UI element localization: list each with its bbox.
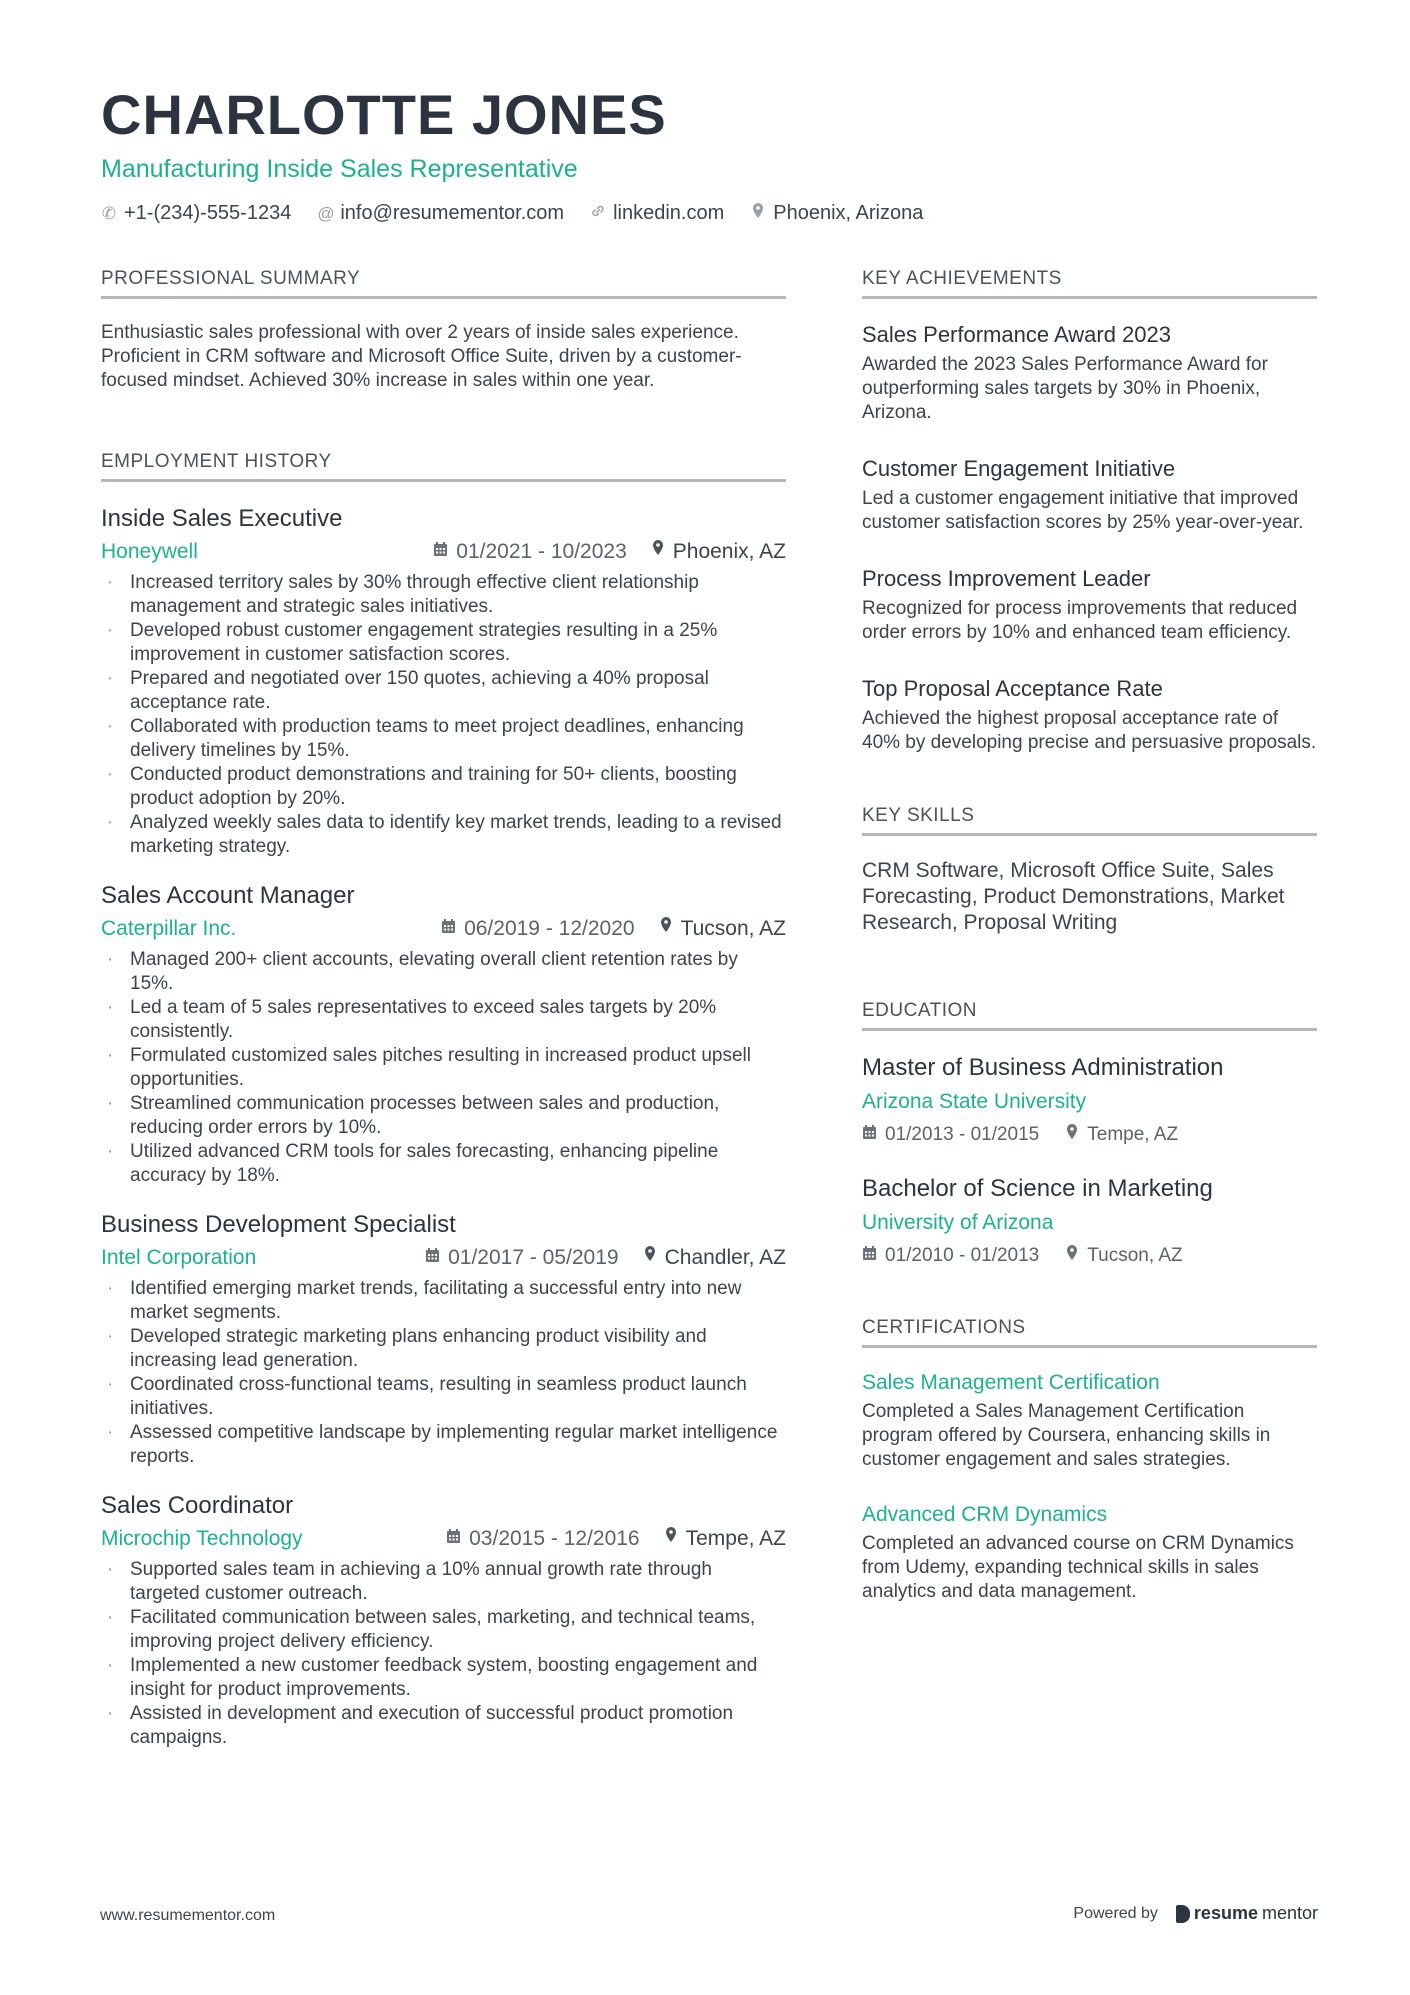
achievement-item (862, 565, 1317, 645)
achievement-item (862, 455, 1317, 535)
calendar-icon (433, 539, 448, 565)
calendar-icon (425, 1245, 440, 1271)
email-text[interactable]: info@resumementor.com (340, 202, 565, 224)
job-bullets (101, 571, 786, 859)
certification-desc: Completed an advanced course on CRM Dynamics from Udemy, expanding technical skills in sales analytics and data management. (862, 1533, 1294, 1602)
achievement-title: Process Improvement Leader (862, 566, 1151, 591)
job-title: Business Development Specialist (101, 1211, 456, 1238)
job-entry (101, 1210, 786, 1469)
candidate-title: Manufacturing Inside Sales Representative (101, 155, 578, 183)
job-location-text: Tempe, AZ (685, 1527, 786, 1550)
achievement-desc: Recognized for process improvements that reduced order errors by 10% and enhanced team efficiency. (862, 598, 1298, 643)
calendar-icon (446, 1526, 461, 1552)
map-pin-icon (750, 202, 766, 225)
achievement-desc: Led a customer engagement initiative that improved customer satisfaction scores by 25% year-over-year. (862, 488, 1304, 533)
list-item: · Led a team of 5 sales representatives to exceed sales targets by 20% consistently. (107, 997, 717, 1042)
job-entry (101, 1491, 786, 1750)
job-title: Inside Sales Executive (101, 505, 343, 532)
education-school: Arizona State University (862, 1090, 1087, 1113)
job-company: Intel Corporation (101, 1246, 257, 1269)
job-location-text: Tucson, AZ (680, 917, 786, 940)
education-item (862, 1174, 1317, 1267)
job-location (643, 1245, 786, 1271)
summary-text: Enthusiastic sales professional with over 2 years of inside sales experience. Proficient in CRM software and Microsoft Office Suite, driven by a customer-focused mindset. Achieved 30% increase in sales within one year. (101, 322, 742, 391)
map-pin-icon (659, 916, 673, 942)
map-pin-icon (664, 1526, 678, 1552)
education-dates-text: 01/2013 - 01/2015 (885, 1123, 1040, 1145)
list-item: · Developed robust customer engagement strategies resulting in a 25% improvement in customer satisfaction scores. (107, 620, 718, 665)
job-location (664, 1526, 786, 1552)
job-location-text: Phoenix, AZ (672, 540, 786, 563)
achievement-item (862, 675, 1317, 755)
right-column (862, 268, 1317, 1634)
calendar-icon (862, 1245, 877, 1266)
contact-email[interactable] (317, 202, 564, 225)
job-company: Honeywell (101, 540, 198, 563)
education-heading: EDUCATION (862, 1000, 1317, 1031)
skills-text: CRM Software, Microsoft Office Suite, Sales Forecasting, Product Demonstrations, Market Research, Proposal Writing (862, 859, 1285, 934)
achievement-desc: Awarded the 2023 Sales Performance Award for outperforming sales targets by 30% in Phoenix, Arizona. (862, 354, 1268, 423)
list-item: · Assisted in development and execution of successful product promotion campaigns. (107, 1703, 734, 1748)
achievements-heading: KEY ACHIEVEMENTS (862, 268, 1317, 299)
job-dates-text: 01/2017 - 05/2019 (448, 1246, 619, 1269)
contact-location (750, 202, 923, 225)
brand-light: mentor (1261, 1903, 1318, 1923)
education-dates (862, 1245, 1039, 1267)
job-dates (425, 1245, 618, 1271)
job-dates-text: 03/2015 - 12/2016 (469, 1527, 640, 1550)
education-meta (862, 1244, 1317, 1267)
phone-text: +1-(234)-555-1234 (124, 202, 292, 224)
calendar-icon (862, 1124, 877, 1145)
job-entry (101, 881, 786, 1188)
education-location (1065, 1244, 1182, 1267)
summary-heading: PROFESSIONAL SUMMARY (101, 268, 786, 299)
map-pin-icon (651, 539, 665, 565)
job-title: Sales Account Manager (101, 882, 355, 909)
education-degree: Bachelor of Science in Marketing (862, 1175, 1213, 1202)
logo-mark-icon (1176, 1905, 1190, 1923)
job-dates (446, 1526, 639, 1552)
achievement-title: Top Proposal Acceptance Rate (862, 676, 1163, 701)
contact-linkedin[interactable] (590, 202, 724, 225)
list-item: · Streamlined communication processes between sales and production, reducing order errors by 10%. (107, 1093, 720, 1138)
skills-heading: KEY SKILLS (862, 805, 1317, 836)
map-pin-icon (1065, 1123, 1079, 1146)
list-item: · Collaborated with production teams to meet project deadlines, enhancing delivery timelines by 15%. (107, 716, 744, 761)
list-item: · Managed 200+ client accounts, elevating overall client retention rates by 15%. (107, 949, 738, 994)
list-item: · Developed strategic marketing plans enhancing product visibility and increasing lead generation. (107, 1326, 707, 1371)
education-meta (862, 1123, 1317, 1146)
list-item: · Prepared and negotiated over 150 quotes, achieving a 40% proposal acceptance rate. (107, 668, 709, 713)
job-meta (101, 539, 786, 565)
list-item: · Increased territory sales by 30% through effective client relationship management and strategic sales initiatives. (107, 572, 699, 617)
job-bullets (101, 1277, 786, 1469)
list-item: · Formulated customized sales pitches resulting in increased product upsell opportunities. (107, 1045, 751, 1090)
job-company: Microchip Technology (101, 1527, 303, 1550)
education-item (862, 1053, 1317, 1146)
education-degree: Master of Business Administration (862, 1054, 1224, 1081)
contact-phone (101, 202, 291, 225)
contact-row (101, 202, 1321, 225)
achievement-desc: Achieved the highest proposal acceptance rate of 40% by developing precise and persuasive proposals. (862, 708, 1317, 753)
education-dates (862, 1124, 1039, 1146)
achievement-title: Sales Performance Award 2023 (862, 322, 1171, 347)
link-icon (590, 203, 606, 224)
achievement-title: Customer Engagement Initiative (862, 456, 1176, 481)
achievement-item (862, 321, 1317, 425)
education-dates-text: 01/2010 - 01/2013 (885, 1244, 1040, 1266)
job-bullets (101, 1558, 786, 1750)
resume-header (101, 84, 1321, 225)
job-dates-text: 01/2021 - 10/2023 (456, 540, 627, 563)
employment-heading: EMPLOYMENT HISTORY (101, 451, 786, 482)
job-dates (441, 916, 634, 942)
calendar-icon (441, 916, 456, 942)
education-location-text: Tempe, AZ (1087, 1123, 1179, 1145)
brand-logo[interactable] (1176, 1903, 1318, 1924)
job-location-text: Chandler, AZ (664, 1246, 786, 1269)
list-item: · Facilitated communication between sales, marketing, and technical teams, improving project delivery efficiency. (107, 1607, 756, 1652)
list-item: · Utilized advanced CRM tools for sales forecasting, enhancing pipeline accuracy by 18%. (107, 1141, 719, 1186)
certification-name: Sales Management Certification (862, 1371, 1160, 1394)
job-title: Sales Coordinator (101, 1492, 294, 1519)
list-item: · Identified emerging market trends, facilitating a successful entry into new market segments. (107, 1278, 742, 1323)
powered-by-text: Powered by (1073, 1904, 1158, 1922)
list-item: · Assessed competitive landscape by implementing regular market intelligence reports. (107, 1422, 778, 1467)
job-meta (101, 916, 786, 942)
certification-desc: Completed a Sales Management Certification program offered by Coursera, enhancing skills in customer engagement and sales strategies. (862, 1401, 1271, 1470)
list-item: · Conducted product demonstrations and training for 50+ clients, boosting product adoption by 20%. (107, 764, 737, 809)
left-column (101, 268, 786, 1772)
job-meta (101, 1245, 786, 1271)
job-dates-text: 06/2019 - 12/2020 (464, 917, 635, 940)
education-school: University of Arizona (862, 1211, 1054, 1234)
map-pin-icon (1065, 1244, 1079, 1267)
footer-website[interactable]: www.resumementor.com (100, 1907, 276, 1924)
education-location (1065, 1123, 1178, 1146)
job-meta (101, 1526, 786, 1552)
certification-name: Advanced CRM Dynamics (862, 1503, 1108, 1526)
job-location (659, 916, 786, 942)
job-entry (101, 504, 786, 859)
footer-powered (1073, 1903, 1318, 1924)
list-item: · Supported sales team in achieving a 10% annual growth rate through targeted customer outreach. (107, 1559, 712, 1604)
job-bullets (101, 948, 786, 1188)
certification-item (862, 1370, 1317, 1472)
certifications-heading: CERTIFICATIONS (862, 1317, 1317, 1348)
linkedin-text[interactable]: linkedin.com (613, 202, 725, 224)
job-dates (433, 539, 626, 565)
brand-bold: resume (1193, 1903, 1258, 1923)
phone-icon: ✆ (101, 203, 117, 223)
map-pin-icon (643, 1245, 657, 1271)
certification-item (862, 1502, 1317, 1604)
candidate-name: CHARLOTTE JONES (101, 83, 667, 146)
at-icon: @ (317, 203, 335, 223)
list-item: · Analyzed weekly sales data to identify key market trends, leading to a revised marketing strategy. (107, 812, 782, 857)
location-text: Phoenix, Arizona (773, 202, 924, 224)
list-item: · Coordinated cross-functional teams, resulting in seamless product launch initiatives. (107, 1374, 747, 1419)
job-company: Caterpillar Inc. (101, 917, 237, 940)
education-location-text: Tucson, AZ (1087, 1244, 1183, 1266)
list-item: · Implemented a new customer feedback system, boosting engagement and insight for product improvements. (107, 1655, 758, 1700)
job-location (651, 539, 786, 565)
